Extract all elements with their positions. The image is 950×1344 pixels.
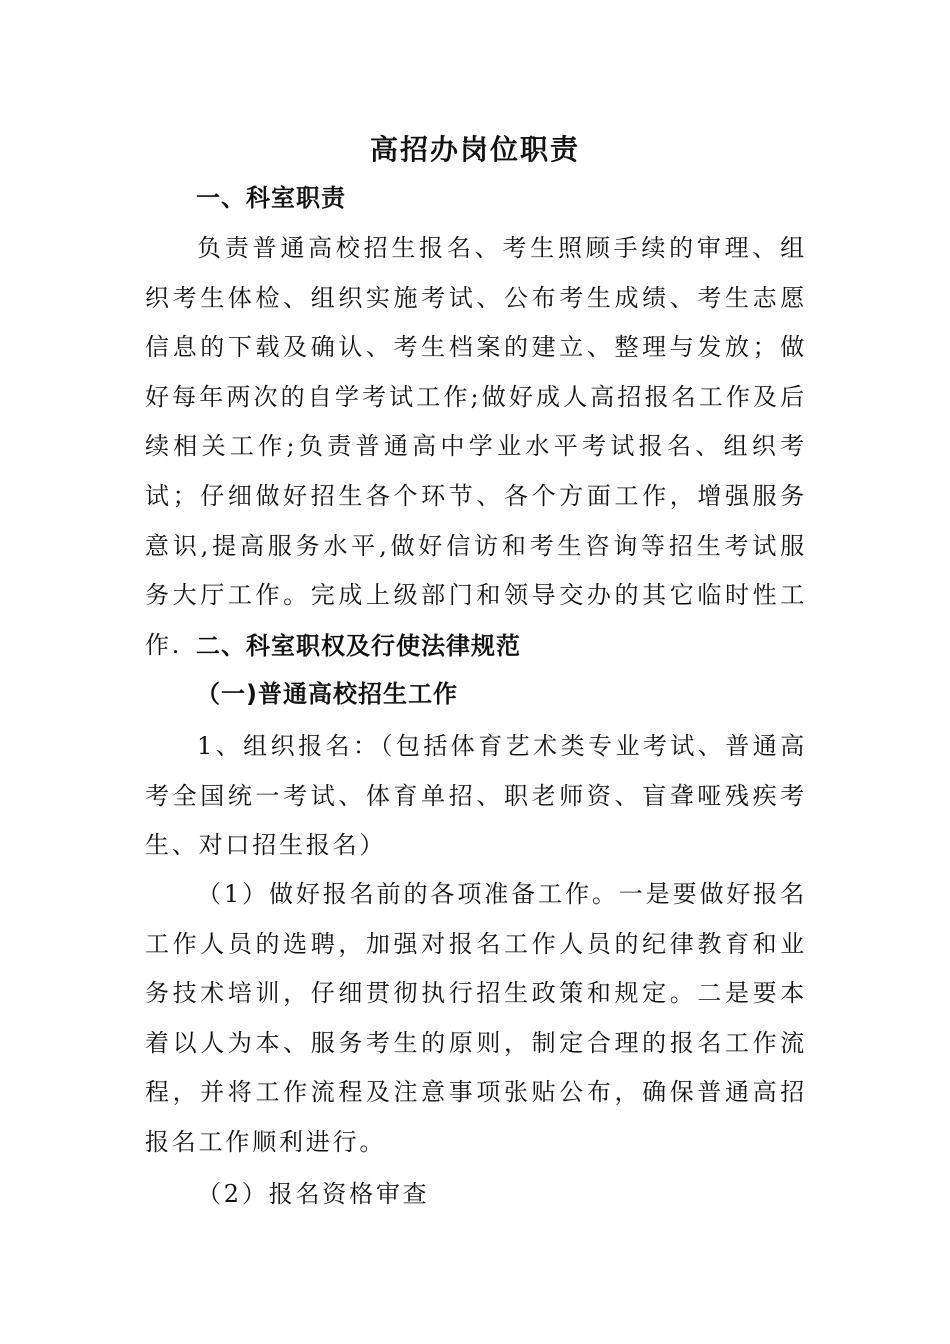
item-paragraph-registration: 1、组织报名：（包括体育艺术类专业考试、普通高考全国统一考试、体育单招、职老师资、盲聋哑残疾考生、对口招生报名） <box>145 732 807 860</box>
item-paragraph-eligibility-review: （2）报名资格审查 <box>197 1180 430 1208</box>
section-paragraph-duties: 负责普通高校招生报名、考生照顾手续的审理、组织考生体检、组织实施考试、公布考生成绩、考生志愿信息的下载及确认、考生档案的建立、整理与发放；做好每年两次的自学考试工作;做好成人高招报名工作及后续相关工作;负责普通高中学业水平考试报名、组织考试；仔细做好招生各个环节、各个方面工作，增强服务意识,提高服务水平,做好信访和考生咨询等招生考试服务大厅工作。完成上级部门和领导交办的其它临时性工作. <box>145 234 807 659</box>
item-paragraph-preparation: （1）做好报名前的各项准备工作。一是要做好报名工作人员的选聘，加强对报名工作人员的纪律教育和业务技术培训，仔细贯彻执行招生政策和规定。二是要本着以人为本、服务考生的原则，制定合理的报名工作流程，并将工作流程及注意事项张贴公布，确保普通高招报名工作顺利进行。 <box>145 880 807 1156</box>
section-heading-duties: 一、科室职责 <box>196 184 346 212</box>
section-heading-authority: 二、科室职权及行使法律规范 <box>196 632 521 660</box>
document-title: 高招办岗位职责 <box>369 133 580 166</box>
subsection-heading-general-admissions: （一)普通高校招生工作 <box>196 680 458 708</box>
